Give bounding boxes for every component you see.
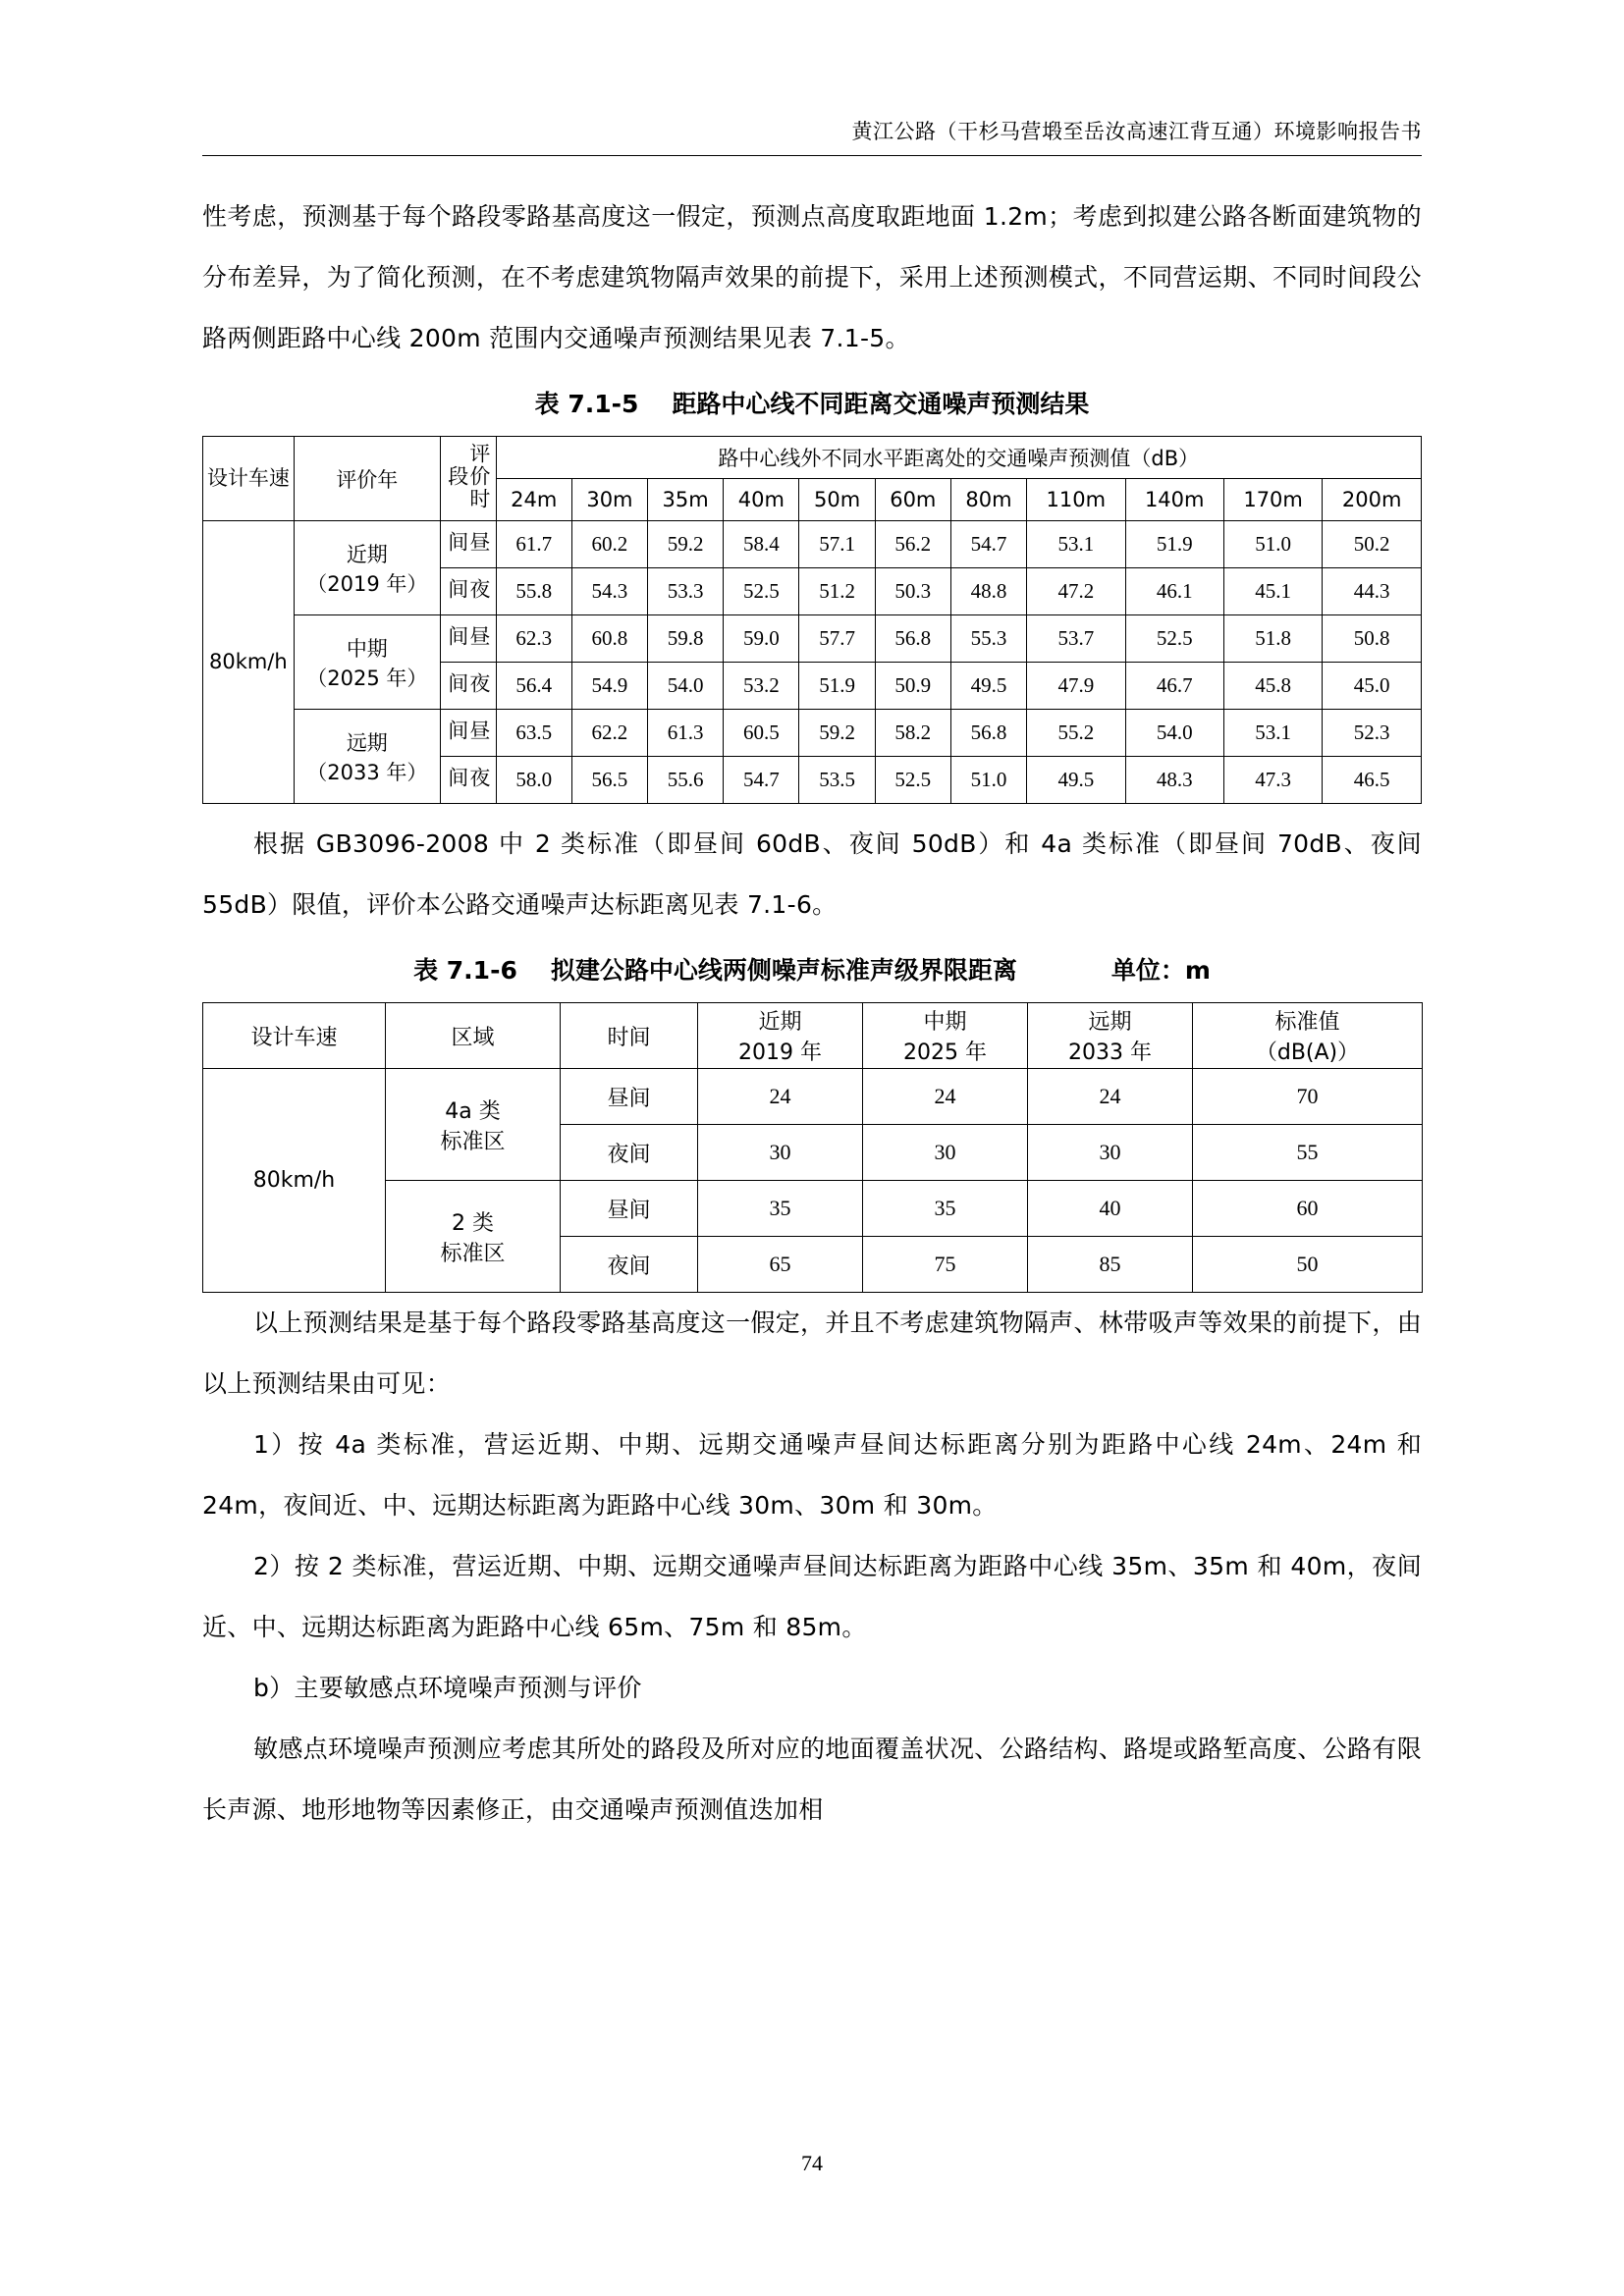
cell-value: 51.9 [1125,521,1223,568]
cell-value: 53.3 [648,568,724,615]
cell-value: 52.5 [875,757,950,804]
cell2-zone-4a: 4a 类 标准区 [386,1069,561,1181]
th-dist-35m: 35m [648,479,724,521]
cell2-time: 昼间 [561,1069,698,1125]
cell-value: 54.9 [571,663,647,710]
cell2-value: 60 [1193,1181,1423,1237]
table1-caption [202,383,1422,426]
table-row [203,1003,1423,1069]
cell-value: 52.5 [1125,615,1223,663]
paragraph-3: 以上预测结果是基于每个路段零路基高度这一假定，并且不考虑建筑物隔声、林带吸声等效果的前提下，由以上预测结果由可见： [202,1308,1422,1398]
cell2-time: 昼间 [561,1181,698,1237]
cell-value: 53.7 [1027,615,1125,663]
th2-far: 远期 2033 年 [1028,1003,1193,1069]
cell-value: 51.9 [799,663,875,710]
th-dist-24m: 24m [496,479,571,521]
cell-value: 48.8 [950,568,1026,615]
page-number: 74 [801,2151,823,2175]
cell-value: 53.1 [1027,521,1125,568]
th-dist-50m: 50m [799,479,875,521]
th-dist-140m: 140m [1125,479,1223,521]
cell-value: 44.3 [1323,568,1422,615]
cell-value: 52.5 [724,568,799,615]
th2-standard: 标准值 （dB(A)） [1193,1003,1423,1069]
header-divider [202,155,1422,156]
cell-value: 60.2 [571,521,647,568]
table2-caption-text: 拟建公路中心线两侧噪声标准声级界限距离 [550,956,1017,985]
cell-value: 55.3 [950,615,1026,663]
cell2-value: 55 [1193,1125,1423,1181]
cell-value: 48.3 [1125,757,1223,804]
cell2-value: 70 [1193,1069,1423,1125]
cell-value: 56.4 [496,663,571,710]
page-header: 黄江公路（干杉马营塅至岳汝高速江背互通）环境影响报告书 [851,120,1422,143]
th2-near: 近期 2019 年 [698,1003,863,1069]
table2-caption-number: 表 7.1-6 [413,956,517,985]
table-row [203,521,1422,568]
th-distance-span: 路中心线外不同水平距离处的交通噪声预测值（dB） [496,437,1421,479]
cell-value: 62.2 [571,710,647,757]
page-content [202,187,1422,1841]
cell-value: 46.7 [1125,663,1223,710]
table-row [203,710,1422,757]
cell2-design-speed: 80km/h [203,1069,386,1293]
cell-value: 54.7 [724,757,799,804]
cell2-value: 35 [863,1181,1028,1237]
cell2-zone-2: 2 类 标准区 [386,1181,561,1293]
cell2-value: 24 [698,1069,863,1125]
table-row [203,437,1422,479]
cell-value: 45.0 [1323,663,1422,710]
cell-value: 56.8 [950,710,1026,757]
table-row [203,615,1422,663]
cell2-value: 65 [698,1237,863,1293]
cell-value: 58.2 [875,710,950,757]
th-eval-year: 评价年 [294,437,440,521]
cell-value: 51.2 [799,568,875,615]
cell-value: 61.7 [496,521,571,568]
cell-value: 54.0 [648,663,724,710]
th-eval-period: 评价时段 [440,437,496,521]
cell-value: 61.3 [648,710,724,757]
cell2-value: 75 [863,1237,1028,1293]
th-dist-40m: 40m [724,479,799,521]
cell-value: 54.7 [950,521,1026,568]
cell2-time: 夜间 [561,1237,698,1293]
cell-value: 45.8 [1223,663,1322,710]
cell2-value: 35 [698,1181,863,1237]
noise-prediction-table [202,436,1422,804]
cell-value: 55.6 [648,757,724,804]
cell-time-night: 夜间 [440,568,496,615]
cell-value: 45.1 [1223,568,1322,615]
cell-period-mid: 中期 （2025 年） [294,615,440,710]
table-row [203,1181,1423,1237]
cell-value: 49.5 [950,663,1026,710]
cell-time-day: 昼间 [440,615,496,663]
cell-value: 60.5 [724,710,799,757]
cell2-value: 30 [863,1125,1028,1181]
cell2-value: 50 [1193,1237,1423,1293]
cell-time-day: 昼间 [440,710,496,757]
cell-period-near: 近期 （2019 年） [294,521,440,615]
cell-value: 49.5 [1027,757,1125,804]
th2-zone: 区域 [386,1003,561,1069]
noise-limit-distance-table [202,1002,1423,1293]
cell-value: 50.8 [1323,615,1422,663]
th-dist-60m: 60m [875,479,950,521]
cell-value: 51.0 [1223,521,1322,568]
cell-value: 52.3 [1323,710,1422,757]
cell2-value: 30 [1028,1125,1193,1181]
cell-value: 60.8 [571,615,647,663]
th2-design-speed: 设计车速 [203,1003,386,1069]
cell-value: 57.7 [799,615,875,663]
cell-value: 55.2 [1027,710,1125,757]
cell-value: 50.2 [1323,521,1422,568]
cell-time-night: 夜间 [440,757,496,804]
cell-design-speed: 80km/h [203,521,295,804]
cell-value: 50.3 [875,568,950,615]
cell-period-far: 远期 （2033 年） [294,710,440,804]
table-row [203,1069,1423,1125]
cell-value: 54.0 [1125,710,1223,757]
cell-value: 46.1 [1125,568,1223,615]
cell-value: 59.8 [648,615,724,663]
cell-value: 59.2 [799,710,875,757]
cell-value: 53.2 [724,663,799,710]
cell-value: 58.4 [724,521,799,568]
th-dist-110m: 110m [1027,479,1125,521]
th2-time: 时间 [561,1003,698,1069]
cell-value: 59.0 [724,615,799,663]
cell-value: 50.9 [875,663,950,710]
th-dist-200m: 200m [1323,479,1422,521]
cell-value: 55.8 [496,568,571,615]
paragraph-5: 2）按 2 类标准，营运近期、中期、远期交通噪声昼间达标距离为距路中心线 35m、35m 和 40m，夜间近、中、远期达标距离为距路中心线 65m、75m 和 85m。 [202,1552,1422,1641]
table1-caption-text: 距路中心线不同距离交通噪声预测结果 [672,390,1090,418]
cell-value: 47.2 [1027,568,1125,615]
cell-value: 47.9 [1027,663,1125,710]
paragraph-1: 性考虑，预测基于每个路段零路基高度这一假定，预测点高度取距地面 1.2m；考虑到拟建公路各断面建筑物的分布差异，为了简化预测，在不考虑建筑物隔声效果的前提下，采用上述预测模式，不同营运期、不同时间段公路两侧距路中心线 200m 范围内交通噪声预测结果见表 7.1-5。 [202,202,1422,352]
cell-value: 51.8 [1223,615,1322,663]
cell-value: 62.3 [496,615,571,663]
paragraph-7: 敏感点环境噪声预测应考虑其所处的路段及所对应的地面覆盖状况、公路结构、路堤或路堑高度、公路有限长声源、地形地物等因素修正，由交通噪声预测值迭加相 [202,1735,1422,1824]
cell2-value: 85 [1028,1237,1193,1293]
th-dist-30m: 30m [571,479,647,521]
cell-value: 51.0 [950,757,1026,804]
cell2-value: 40 [1028,1181,1193,1237]
paragraph-6: b）主要敏感点环境噪声预测与评价 [253,1674,642,1702]
cell-time-day: 昼间 [440,521,496,568]
cell2-value: 24 [863,1069,1028,1125]
th-dist-80m: 80m [950,479,1026,521]
th2-mid: 中期 2025 年 [863,1003,1028,1069]
cell-time-night: 夜间 [440,663,496,710]
cell-value: 63.5 [496,710,571,757]
cell-value: 57.1 [799,521,875,568]
cell-value: 53.5 [799,757,875,804]
th-dist-170m: 170m [1223,479,1322,521]
cell2-value: 30 [698,1125,863,1181]
cell2-value: 24 [1028,1069,1193,1125]
cell2-time: 夜间 [561,1125,698,1181]
cell-value: 58.0 [496,757,571,804]
cell-value: 53.1 [1223,710,1322,757]
cell-value: 54.3 [571,568,647,615]
cell-value: 47.3 [1223,757,1322,804]
paragraph-4: 1）按 4a 类标准，营运近期、中期、远期交通噪声昼间达标距离分别为距路中心线 24m、24m 和 24m，夜间近、中、远期达标距离为距路中心线 30m、30m 和 30m。 [202,1430,1422,1520]
cell-value: 46.5 [1323,757,1422,804]
paragraph-2: 根据 GB3096-2008 中 2 类标准（即昼间 60dB、夜间 50dB）和 4a 类标准（即昼间 70dB、夜间 55dB）限值，评价本公路交通噪声达标距离见表 7.1-6。 [202,829,1422,919]
cell-value: 59.2 [648,521,724,568]
table2-caption [202,949,1422,992]
table1-caption-number: 表 7.1-5 [534,390,639,418]
cell-value: 56.5 [571,757,647,804]
th-design-speed: 设计车速 [203,437,295,521]
cell-value: 56.2 [875,521,950,568]
table2-caption-unit: 单位：m [1110,956,1211,985]
cell-value: 56.8 [875,615,950,663]
